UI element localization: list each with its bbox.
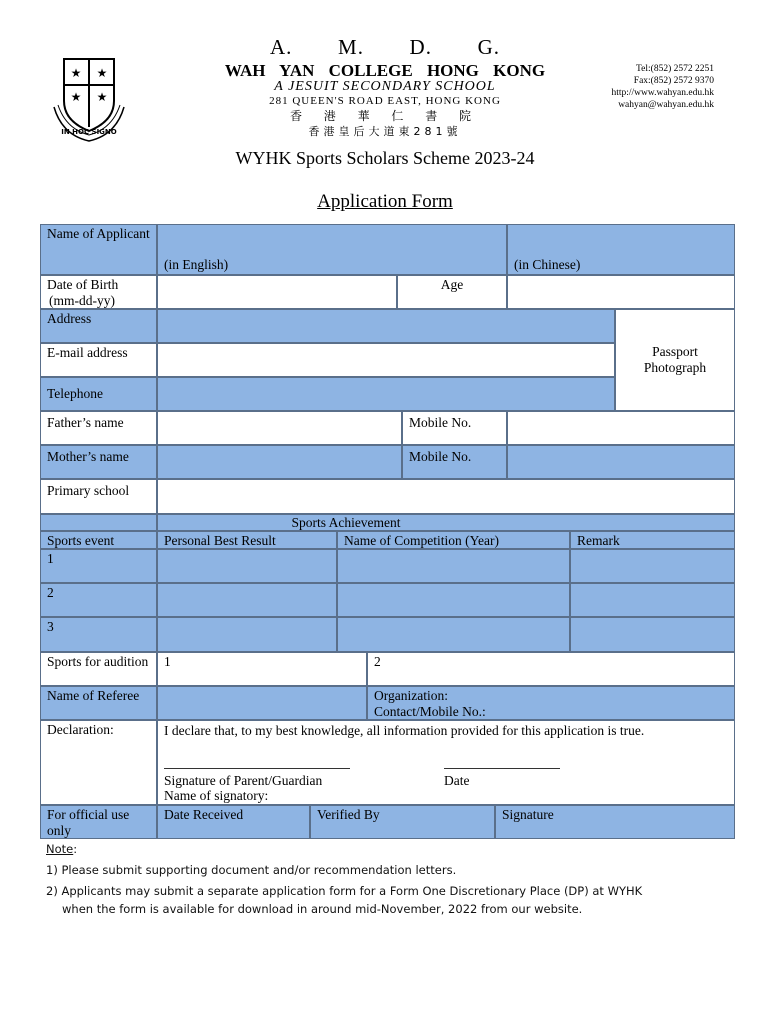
signatory-label: Name of signatory: [164, 788, 269, 803]
audition-option-1: 1 [164, 654, 171, 669]
dob-label-cell [40, 275, 157, 309]
verified-by-label: Verified By [317, 807, 380, 822]
signature-label: Signature of Parent/Guardian [164, 773, 323, 788]
table-row[interactable] [40, 583, 157, 617]
row1-competition-field[interactable] [337, 549, 570, 583]
row2-personal-best-field[interactable] [157, 583, 337, 617]
official-label-cell [40, 805, 157, 839]
age-label: Age [440, 277, 464, 292]
name-label: Name of Applicant [47, 226, 150, 241]
declaration-text: I declare that, to my best knowledge, all information provided for this application is true. [164, 723, 645, 738]
col-remark [570, 531, 735, 549]
amdg-letter: M. [338, 35, 364, 59]
fax-text: Fax:(852) 2572 9370 [633, 76, 714, 86]
email-field[interactable] [157, 343, 615, 377]
primary-label: Primary school [47, 483, 130, 498]
row3-personal-best-field[interactable] [157, 617, 337, 652]
row-number: 1 [47, 551, 54, 566]
telephone-label: Telephone [47, 386, 104, 401]
passport-photo-box[interactable] [615, 309, 735, 411]
school-address: 281 QUEEN'S ROAD EAST, HONG KONG [269, 95, 501, 107]
audition-label: Sports for audition [47, 654, 149, 669]
dob-format: (mm-dd-yy) [49, 293, 115, 308]
mobile-label: Mobile No. [409, 449, 472, 464]
signature-cell-label: Signature [502, 807, 554, 822]
in-chinese-label: (in Chinese) [514, 257, 581, 272]
contact-mobile-label: Contact/Mobile No.: [374, 704, 486, 719]
referee-org-field[interactable] [367, 686, 735, 720]
note-item: 1) Please submit supporting document and/or recommendation letters. [46, 863, 457, 877]
contact-block [611, 63, 714, 111]
row3-competition-field[interactable] [337, 617, 570, 652]
crest-motto: IN HOC SIGNO [61, 128, 117, 136]
name-chinese-field[interactable] [507, 224, 735, 275]
application-form [40, 224, 735, 839]
row1-remark-field[interactable] [570, 549, 735, 583]
mother-mobile-field[interactable] [507, 445, 735, 479]
tel-text: Tel:(852) 2572 2251 [636, 64, 714, 74]
svg-text:★: ★ [70, 90, 82, 104]
organization-label: Organization: [374, 688, 448, 703]
declaration-cell [157, 720, 735, 805]
father-mobile-field[interactable] [507, 411, 735, 445]
mother-name-field[interactable] [157, 445, 402, 479]
referee-name-field[interactable] [157, 686, 367, 720]
declaration-label: Declaration: [47, 722, 114, 737]
audition-field-1[interactable] [157, 652, 367, 686]
row1-personal-best-field[interactable] [157, 549, 337, 583]
col-personal-best [157, 531, 337, 549]
signature-cell [495, 805, 735, 839]
dob-label: Date of Birth [47, 277, 119, 292]
table-row[interactable] [40, 617, 157, 652]
note-item: when the form is available for download in around mid-November, 2022 from our website. [62, 902, 583, 916]
col-remark-label: Remark [577, 533, 620, 548]
father-label-cell [40, 411, 157, 445]
date-label: Date [444, 773, 470, 788]
audition-option-2: 2 [374, 654, 381, 669]
col-competition-label: Name of Competition (Year) [344, 533, 499, 548]
primary-label-cell [40, 479, 157, 514]
row-number: 3 [47, 619, 54, 634]
svg-text:★: ★ [96, 90, 108, 104]
father-label: Father’s name [47, 415, 124, 430]
mother-label-cell [40, 445, 157, 479]
age-label-cell [397, 275, 507, 309]
age-field[interactable] [507, 275, 735, 309]
primary-school-field[interactable] [157, 479, 735, 514]
address-field[interactable] [157, 309, 615, 343]
telephone-label-cell [40, 377, 157, 411]
svg-text:★: ★ [96, 66, 108, 80]
col-personal-best-label: Personal Best Result [164, 533, 276, 548]
row-number: 2 [47, 585, 54, 600]
mother-mobile-label-cell [402, 445, 507, 479]
email-link[interactable]: wahyan@wahyan.edu.hk [618, 100, 714, 110]
amdg-motto [270, 35, 500, 60]
dob-field[interactable] [157, 275, 397, 309]
date-received-label: Date Received [164, 807, 244, 822]
row2-competition-field[interactable] [337, 583, 570, 617]
date-received-cell [157, 805, 310, 839]
note-title: Note [46, 842, 74, 856]
referee-label-cell [40, 686, 157, 720]
signature-line[interactable] [164, 768, 350, 769]
scheme-title: WYHK Sports Scholars Scheme 2023-24 [235, 148, 535, 168]
row3-remark-field[interactable] [570, 617, 735, 652]
telephone-field[interactable] [157, 377, 615, 411]
name-english-field[interactable] [157, 224, 507, 275]
table-row[interactable] [40, 549, 157, 583]
col-sports-event [40, 531, 157, 549]
school-name: WAH YAN COLLEGE HONG KONG [224, 61, 546, 80]
svg-text:★: ★ [70, 66, 82, 80]
audition-label-cell [40, 652, 157, 686]
email-label: E-mail address [47, 345, 128, 360]
official-label: For official use only [47, 807, 130, 838]
address-label: Address [47, 311, 92, 326]
address-label-cell [40, 309, 157, 343]
notes-section: Note: 1) Please submit supporting document and/or recommendation letters. 2) Applicants may submit a separate application form for a Form One Discretionary Place (DP) at WYHK when the form is available for download in around mid-November, 2022 from our website. [46, 842, 736, 923]
sports-achievement-title: Sports Achievement [291, 515, 401, 530]
sports-header-blank [40, 514, 157, 531]
sports-achievement-header [157, 514, 735, 531]
father-mobile-label-cell [402, 411, 507, 445]
form-title: Application Form [317, 191, 453, 212]
photo-label: Passport Photograph [643, 344, 707, 375]
school-chinese-address: 香港皇后大道東281號 [308, 125, 462, 138]
verified-by-cell [310, 805, 495, 839]
name-label-cell [40, 224, 157, 275]
mother-label: Mother’s name [47, 449, 129, 464]
amdg-letter: G. [477, 35, 500, 59]
referee-label: Name of Referee [47, 688, 140, 703]
school-subtitle: A JESUIT SECONDARY SCHOOL [274, 79, 496, 94]
col-sports-event-label: Sports event [47, 533, 115, 548]
amdg-letter: A. [270, 35, 293, 59]
school-chinese-name: 香 港 華 仁 書 院 [289, 109, 481, 123]
row2-remark-field[interactable] [570, 583, 735, 617]
mobile-label: Mobile No. [409, 415, 472, 430]
col-competition [337, 531, 570, 549]
email-label-cell [40, 343, 157, 377]
note-item: 2) Applicants may submit a separate application form for a Form One Discretionary Place (DP) at WYHK [46, 884, 643, 898]
in-english-label: (in English) [164, 257, 229, 272]
declaration-label-cell [40, 720, 157, 805]
website-link[interactable]: http://www.wahyan.edu.hk [611, 88, 714, 98]
amdg-letter: D. [409, 35, 432, 59]
audition-field-2[interactable] [367, 652, 735, 686]
date-line[interactable] [444, 768, 560, 769]
father-name-field[interactable] [157, 411, 402, 445]
